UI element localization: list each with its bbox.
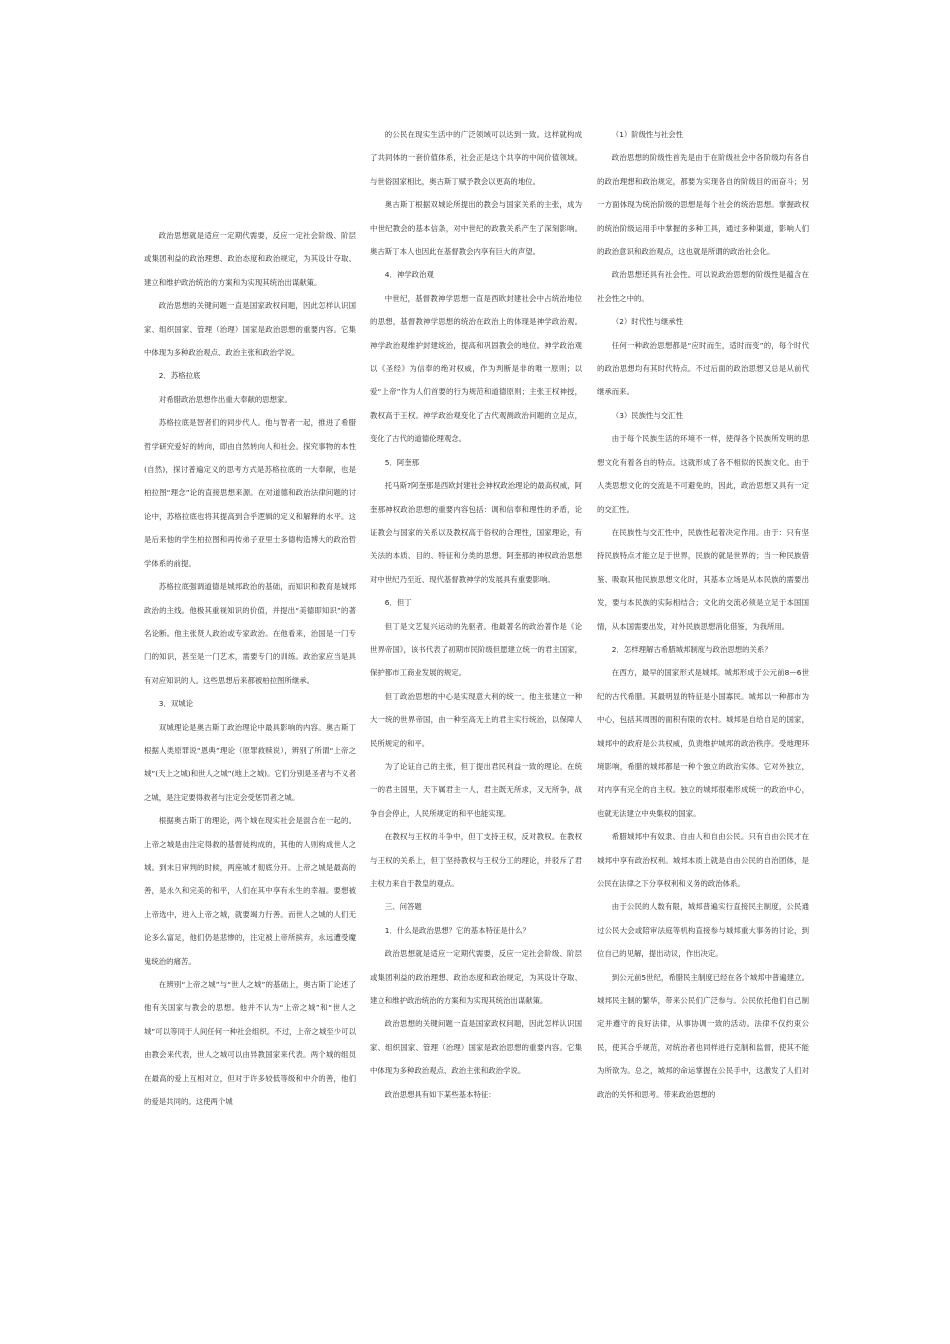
paragraph: 对希腊政治思想作出重大奉献的思想家。 (158, 394, 292, 404)
paragraph: 任何一种政治思想都是“应时而生，适时而变”的，每个时代的政治思想均有其时代特点。不过后面的政治思想又总是从前代继承而来。 (597, 340, 809, 397)
paragraph: 2．怎样理解古希腊城邦制度与政治思想的关系？ (611, 644, 772, 654)
paragraph: 2．苏格拉底 (158, 371, 201, 381)
paragraph: 三、问答题 (384, 902, 422, 912)
paragraph: 奥古斯丁根据双城论所提出的教会与国家关系的主张，成为中世纪教会的基本信条，对中世纪的政教关系产生了深刻影响。奥古斯丁本人也因此在基督教会内享有巨大的声望。 (370, 200, 582, 257)
paragraph: 到公元前5世纪，希腊民主制度已经在各个城邦中普遍建立。城邦民主制的繁华，带来公民们广泛参与。公民依托他们自己制定并遵守的良好法律，从事协调一致的活动。法律不仅约束公民，使其合乎规范，对统治者也同样进行克制和监督，使其不能为所欲为。总之，城邦的命运掌握在公民手中，这激发了人们对政治的关怀和思考。带来政治思想的 (597, 972, 809, 1099)
paragraph: 苏格拉底强调道德是城邦政治的基础，而知识和教育是城邦政治的主线。他极其重视知识的价值，并提出“美德即知识”的著名论断。他主张贤人政治或专家政治。在他看来，治国是一门专门的知识，甚至是一门艺术，需要专门的训练。政治家应当是具有对应知识的人。这些思想后来都被柏拉图所继承。 (144, 582, 356, 685)
paragraph: （1）阶级性与社会性 (611, 130, 684, 139)
paragraph: 5．阿奎那 (384, 457, 420, 467)
paragraph: 3．双城论 (158, 699, 194, 709)
paragraph: （2）时代性与继承性 (611, 317, 684, 327)
paragraph: 政治思想还具有社会性。可以说政治思想的阶级性是蕴含在社会性之中的。 (597, 270, 809, 303)
paragraph: 中世纪，基督教神学思想一直是西欧封建社会中占统治地位的思想，基督教神学思想的统治在政治上的体现是神学政治观。神学政治观维护封建统治，提高和巩固教会的地位。神学政治观以《圣经》为信奉的绝对权威，作为判断是非的唯一原则；以爱“上帝”作为人们首要的行为规范和道德原则；主张王权神授，教权高于王权。神学政治观变化了古代观测政治问题的立足点，变化了古代的道德伦理观念。 (370, 293, 582, 444)
paragraph: 根据奥古斯丁的理论，两个城在现实社会是混合在一起的。上帝之城是由注定得救的基督徒构成的，其他的人则构成世人之城。到末日审判的时候，两座城才彻底分开。上帝之城是最高的善，是永久和完美的和平，人们在其中享有永生的幸福。要想被上帝选中，进入上帝之城，就要竭力行善。而世人之城的人们无论多么富足，他们仍是悲惨的，注定被上帝所摈弃，永远遭受魔鬼统治的痛苦。 (144, 816, 356, 966)
paragraph: 在民族性与交汇性中，民族性起着决定作用。由于：只有坚持民族特点才能立足于世界，民族的就是世界的；当一种民族借鉴、吸取其他民族思想文化时，其基本立场是从本民族的需要出发，要与本民族的实际相结合；文化的交流必须是立足于本国国情，从本国需要出发，对外民族思想消化借鉴，为我所用。 (597, 527, 809, 631)
paragraph: 政治思想具有如下某些基本特征： (384, 1089, 496, 1099)
paragraph: 为了论证自己的主张，但丁提出君民利益一致的理论。在统一的君主国里，天下属君主一人，君主既无所求，又无所争，战争自会停止，人民所规定的和平也能实现。 (370, 761, 582, 818)
paragraph: 在教权与王权的斗争中，但丁支持王权，反对教权。在教权与王权的关系上，但丁坚持教权与王权分工的理论，并驳斥了君主权力来自于教皇的观点。 (370, 832, 582, 888)
paragraph: 4．神学政治观 (384, 270, 434, 280)
paragraph: （3）民族性与交汇性 (611, 410, 684, 420)
paragraph: 但丁政治思想的中心是实现意大利的统一。他主张建立一种大一统的世界帝国，由一种至高无上的君主实行统治，以保障人民所规定的和平。 (370, 691, 582, 748)
paragraph: 苏格拉底是智者们的同步代人。他与智者一起，推进了希腊哲学研究爱好的转向，即由自然转向人和社会。探究事物的本性(自然)，探讨普遍定义的思考方式是苏格拉底的一大奉献，也是柏拉图“理念”论的直接思想来源。在对道德和政治法律问题的讨论中，苏格拉底也将其提高到合乎逻辑的定义和解释的水平。这是后来他的学生柏拉图和再传弟子亚里士多德构造博大的政治哲学体系的前提。 (144, 418, 356, 568)
paragraph: 在西方，最早的国家形式是城邦。城邦形成于公元前8—6世纪的古代希腊。其最明显的特征是小国寡民。城邦以一种都市为中心，包括其周围的面积有限的农村。城邦是自给自足的国家，城邦中的政府是公共权威，负责维护城邦的政治秩序。受地理环境影响，希腊的城邦都是一种个独立的政治实体。它对外独立，对内享有完全的自主权。独立的城邦很难形成统一的政治中心，也就无法建立中央集权的国家。 (597, 668, 809, 818)
paragraph: 希腊城邦中有奴隶、自由人和自由公民。只有自由公民才在城邦中享有政治权利。城邦本质上就是自由公民的自治团体，是公民在法律之下分享权利和义务的政治体系。 (597, 832, 809, 888)
paragraph: 由于公民的人数有限，城邦普遍实行直接民主制度，公民通过公民大会或陪审法庭等机构直接参与城邦重大事务的讨论，到位自己的见解，提出动议，作出决定。 (597, 902, 809, 959)
text-column-left (144, 224, 356, 1113)
paragraph: 1．什么是政治思想？它的基本特征是什么？ (384, 925, 530, 935)
text-column-middle (370, 123, 582, 1106)
paragraph: 政治思想的阶级性首先是由于在阶级社会中各阶级均有各自的政治理想和政治规定，都要为实现各自的阶级目的而奋斗；另一方面体现为统治阶级的思想是每个社会的统治思想。掌握政权的统治阶级运用手中掌握的多种工具，通过多种渠道，影响人们的政治意识和政治观点，这也就是所谓的政治社会化。 (597, 153, 809, 257)
paragraph: 政治思想就是适应一定期代需要，反应一定社会阶级、阶层或集团利益的政治理想、政治态度和政治规定，为其设计夺取、建立和维护政治统治的方案和为实现其统治出谋献策。 (370, 949, 582, 1006)
text-column-right (597, 123, 809, 1106)
paragraph: 政治思想的关键问题一直是国家政权问题，因此怎样认识国家、组织国家、管理（治理）国家是政治思想的重要内容。它集中体现为多种政治观点、政治主张和政治学说。 (370, 1019, 582, 1076)
paragraph: 6．但丁 (384, 598, 412, 608)
paragraph: 政治思想的关键问题一直是国家政权问题，因此怎样认识国家、组织国家、管理（治理）国家是政治思想的重要内容。它集中体现为多种政治观点、政治主张和政治学说。 (144, 301, 356, 358)
paragraph: 政治思想就是适应一定期代需要，反应一定社会阶级、阶层或集团利益的政治理想、政治态度和政治规定，为其设计夺取、建立和维护政治统治的方案和为实现其统治出谋献策。 (144, 231, 356, 287)
paragraph: 双城理论是奥古斯丁政治理论中最具影响的内容。奥古斯丁根据人类原罪说“恩典”理论（原罪救赎说），辨别了所谓“上帝之城”(天上之城)和世人之城”(地上之城)。它们分别是圣者与不义者之城，是注定要得救者与注定会受惩罚者之城。 (144, 722, 356, 802)
paragraph: 由于每个民族生活的环境不一样，使得各个民族所发明的思想文化有着各自的特点。这就形成了各不相似的民族文化。由于人类思想文化的交流是不可避免的，因此，政治思想又具有一定的交汇性。 (597, 434, 809, 514)
paragraph: 的公民在现实生活中的广泛领域可以达到一致。这样就构成了共同体的一套价值体系，社会正是这个共享的中间价值领域。与世俗国家相比，奥古斯丁赋予教会以更高的地位。 (370, 130, 582, 186)
paragraph: 托马斯?阿奎那是西欧封建社会神权政治理论的最高权威，阿奎那神权政治思想的重要内容包括：调和信奉和理性的矛盾，论证教会与国家的关系以及教权高于俗权的合理性，国家理论，有关法的本质、目的、特征和分类的思想。阿奎那的神权政治思想对中世纪乃至近、现代基督教神学的发展具有重要影响。 (370, 481, 582, 584)
paragraph: 在辨别“上帝之城”与“世人之城”的基础上，奥古斯丁论述了他有关国家与教会的思想。他并不认为“上帝之城”和“世人之城”可以等同于人间任何一种社会组织。不过，上帝之城至少可以由教会来代表，世人之城可以由异教国家来代表。两个城的组员在最高的爱上互相对立，但对于许多较低等级和中介的善，他们的爱是共同的。这使两个城 (144, 980, 356, 1107)
paragraph: 但丁是文艺复兴运动的先驱者。他最著名的政治著作是《论世界帝国》，该书代表了初期市民阶级但愿建立统一的君主国家，保护都市工商业发展的规定。 (370, 621, 582, 678)
